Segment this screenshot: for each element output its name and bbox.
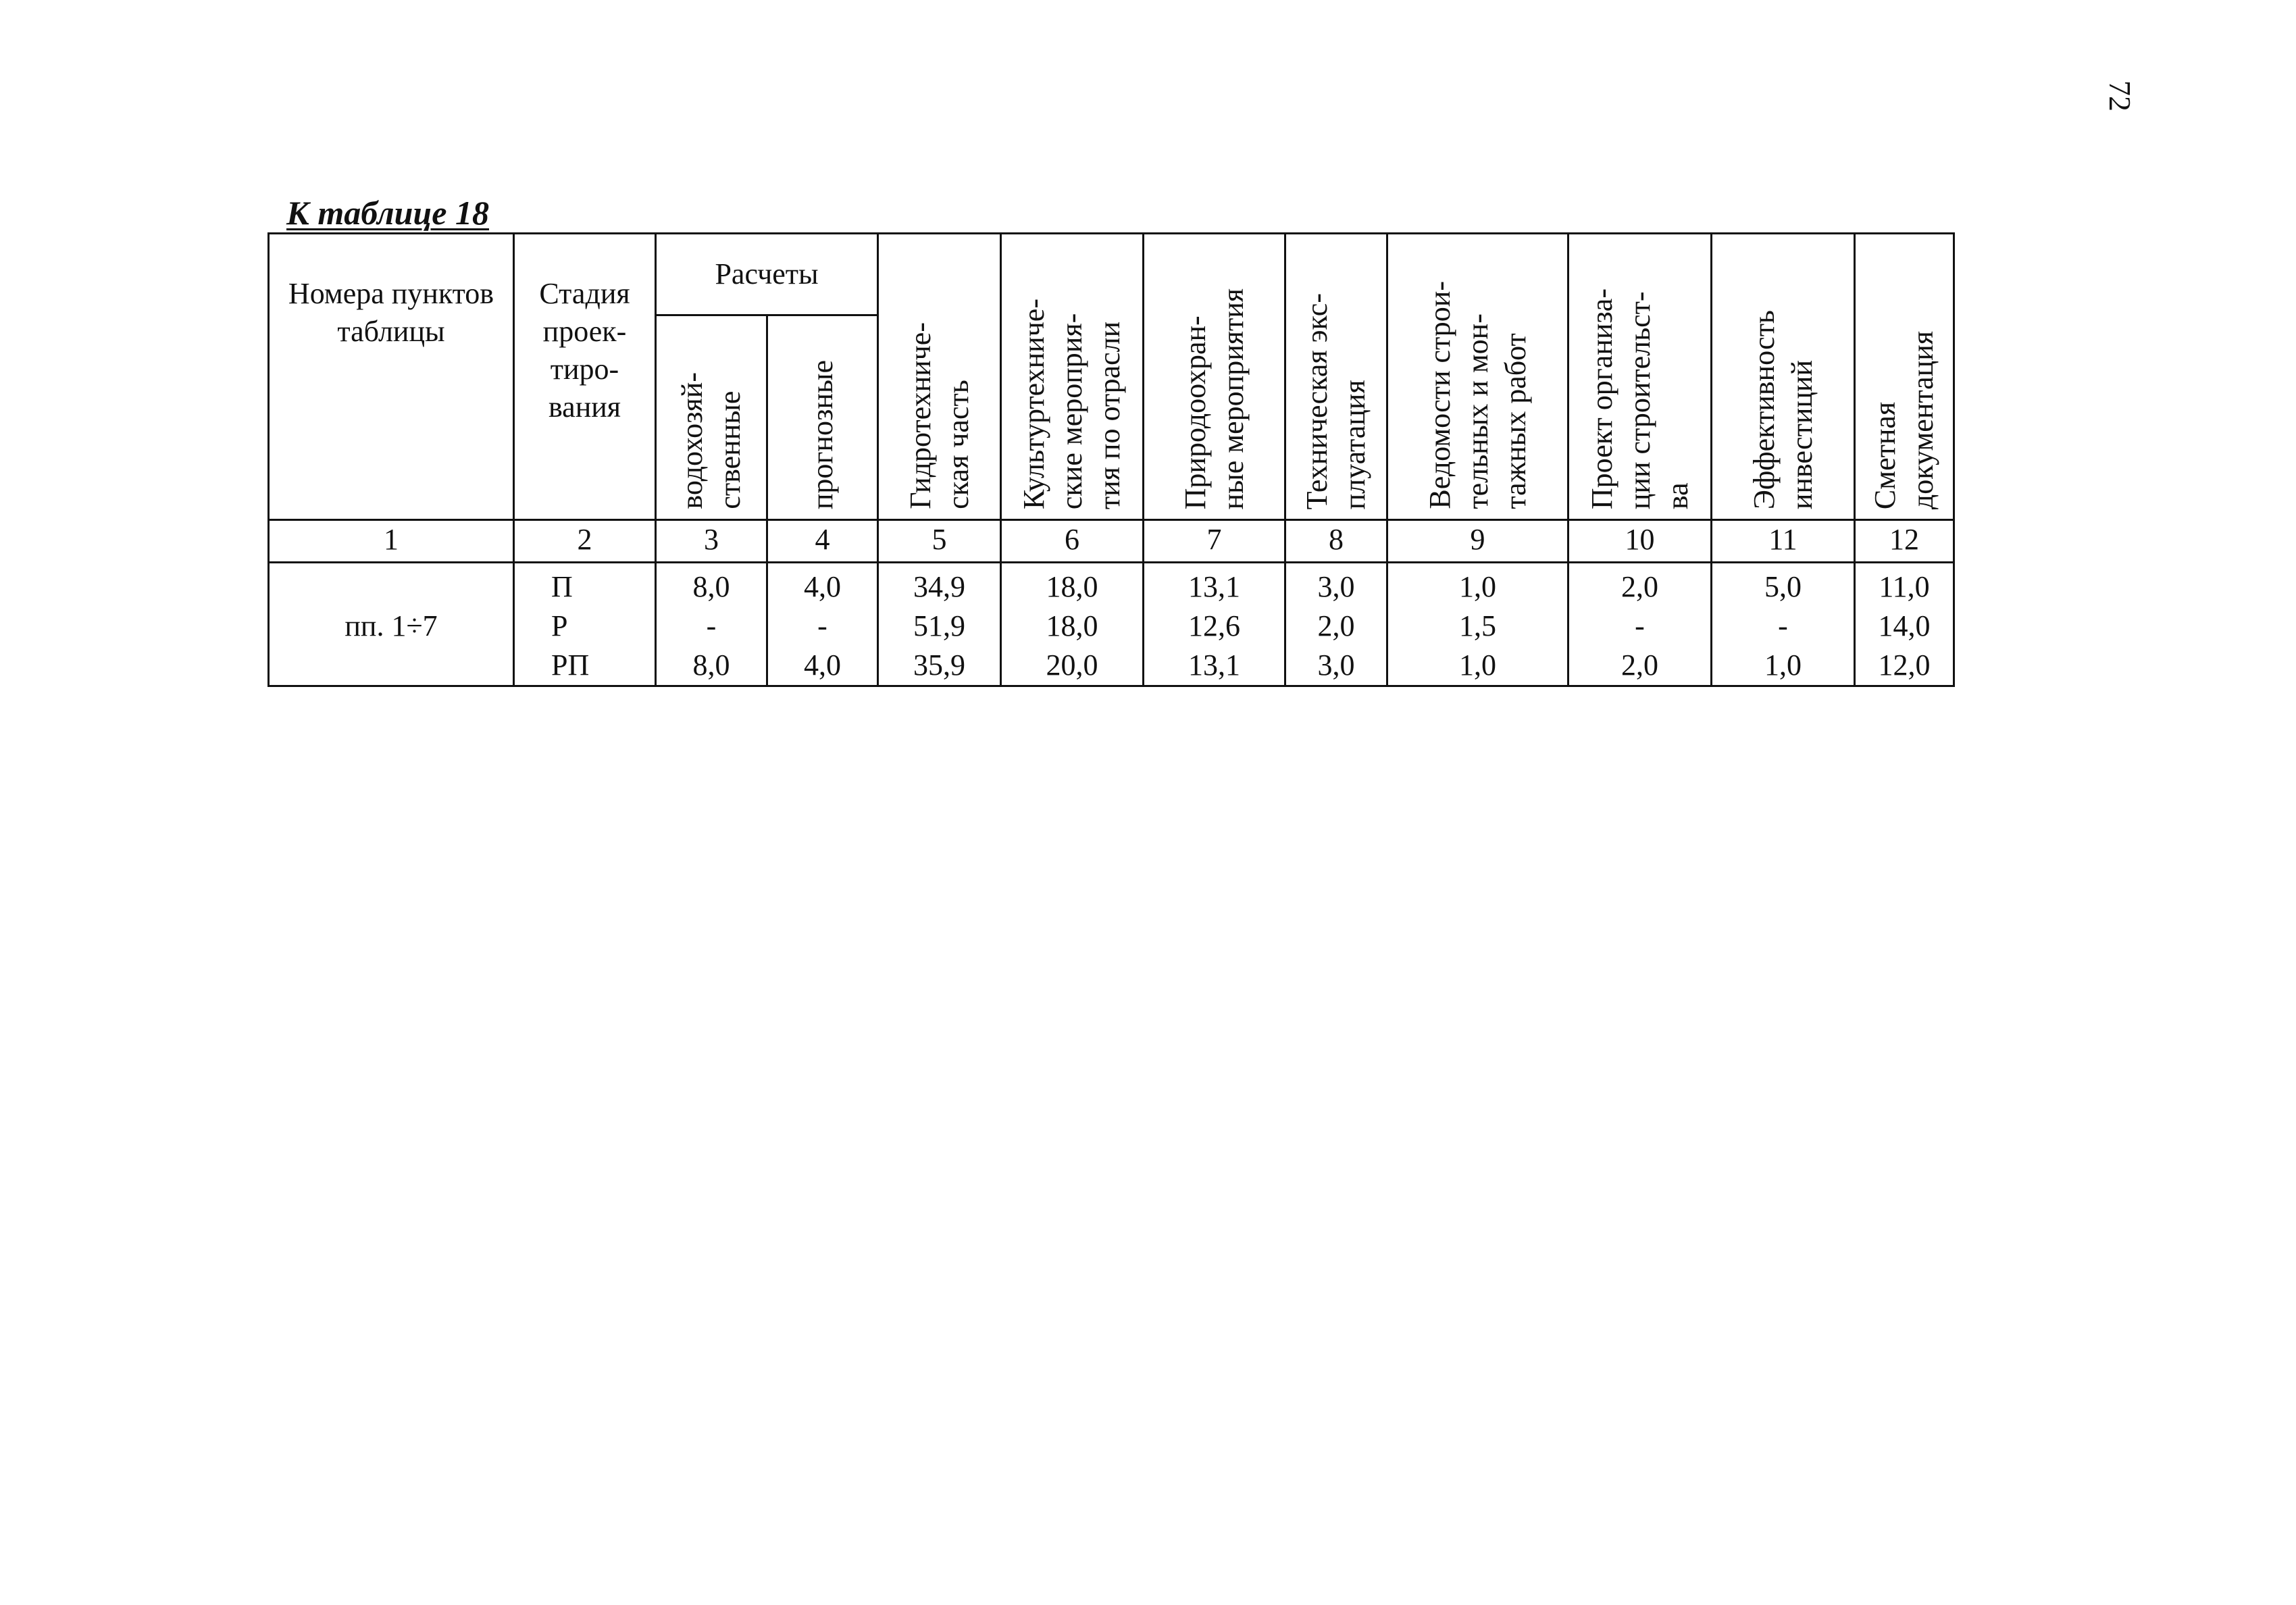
value-cell: 12,0	[1855, 646, 1954, 686]
table-row	[269, 607, 1954, 646]
header-estimate-docs: Сметная документация	[1855, 234, 1954, 520]
column-number: 1	[269, 520, 514, 563]
value-cell: 3,0	[1285, 646, 1387, 686]
header-hydrotechnical: Гидротехниче- ская часть	[878, 234, 1001, 520]
cost-distribution-table	[267, 232, 1955, 687]
value-cell: 4,0	[767, 646, 878, 686]
column-number-row	[269, 520, 1954, 563]
column-number: 2	[514, 520, 656, 563]
value-cell: 2,0	[1285, 607, 1387, 646]
value-cell: 8,0	[656, 646, 767, 686]
header-calculations: Расчеты	[656, 234, 878, 315]
value-cell: 3,0	[1285, 563, 1387, 607]
value-cell: 11,0	[1855, 563, 1954, 607]
table-row	[269, 563, 1954, 607]
value-cell: 35,9	[878, 646, 1001, 686]
stage-cell: П	[514, 563, 656, 607]
column-number: 10	[1568, 520, 1712, 563]
value-cell: 8,0	[656, 563, 767, 607]
value-cell: 18,0	[1001, 607, 1144, 646]
header-forecast: прогнозные	[767, 315, 878, 520]
column-number: 6	[1001, 520, 1144, 563]
header-cultural-technical: Культуртехниче- ские мероприя- тия по отрасли	[1001, 234, 1144, 520]
value-cell: 13,1	[1144, 563, 1285, 607]
table-caption: К таблице 18	[286, 194, 489, 232]
value-cell: 20,0	[1001, 646, 1144, 686]
value-cell: 1,0	[1387, 646, 1568, 686]
value-cell: 12,6	[1144, 607, 1285, 646]
value-cell: 2,0	[1568, 646, 1712, 686]
column-number: 7	[1144, 520, 1285, 563]
table-row	[269, 646, 1954, 686]
column-number: 5	[878, 520, 1001, 563]
item-group-label: пп. 1÷7	[269, 563, 514, 686]
value-cell: 1,5	[1387, 607, 1568, 646]
value-cell: -	[767, 607, 878, 646]
value-cell: -	[1712, 607, 1855, 646]
header-work-statements: Ведомости строи- тельных и мон- тажных работ	[1387, 234, 1568, 520]
header-design-stage: Стадия проек-тиро-вания	[514, 234, 656, 520]
value-cell: 4,0	[767, 563, 878, 607]
value-cell: 5,0	[1712, 563, 1855, 607]
value-cell: 1,0	[1712, 646, 1855, 686]
page-number: 72	[2103, 80, 2137, 111]
header-row	[269, 234, 1954, 315]
value-cell: 14,0	[1855, 607, 1954, 646]
header-environmental: Природоохран- ные мероприятия	[1144, 234, 1285, 520]
value-cell: 34,9	[878, 563, 1001, 607]
value-cell: -	[1568, 607, 1712, 646]
header-construction-project: Проект организа- ции строительст- ва	[1568, 234, 1712, 520]
column-number: 9	[1387, 520, 1568, 563]
header-investment-efficiency: Эффективность инвестиций	[1712, 234, 1855, 520]
value-cell: 51,9	[878, 607, 1001, 646]
value-cell: -	[656, 607, 767, 646]
header-item-numbers: Номера пунктов таблицы	[269, 234, 514, 520]
stage-cell: Р	[514, 607, 656, 646]
header-water-economic: водохозяй- ственные	[656, 315, 767, 520]
value-cell: 1,0	[1387, 563, 1568, 607]
value-cell: 13,1	[1144, 646, 1285, 686]
header-technical-operation: Техническая экс- плуатация	[1285, 234, 1387, 520]
value-cell: 2,0	[1568, 563, 1712, 607]
value-cell: 18,0	[1001, 563, 1144, 607]
column-number: 8	[1285, 520, 1387, 563]
column-number: 11	[1712, 520, 1855, 563]
column-number: 4	[767, 520, 878, 563]
column-number: 12	[1855, 520, 1954, 563]
column-number: 3	[656, 520, 767, 563]
stage-cell: РП	[514, 646, 656, 686]
